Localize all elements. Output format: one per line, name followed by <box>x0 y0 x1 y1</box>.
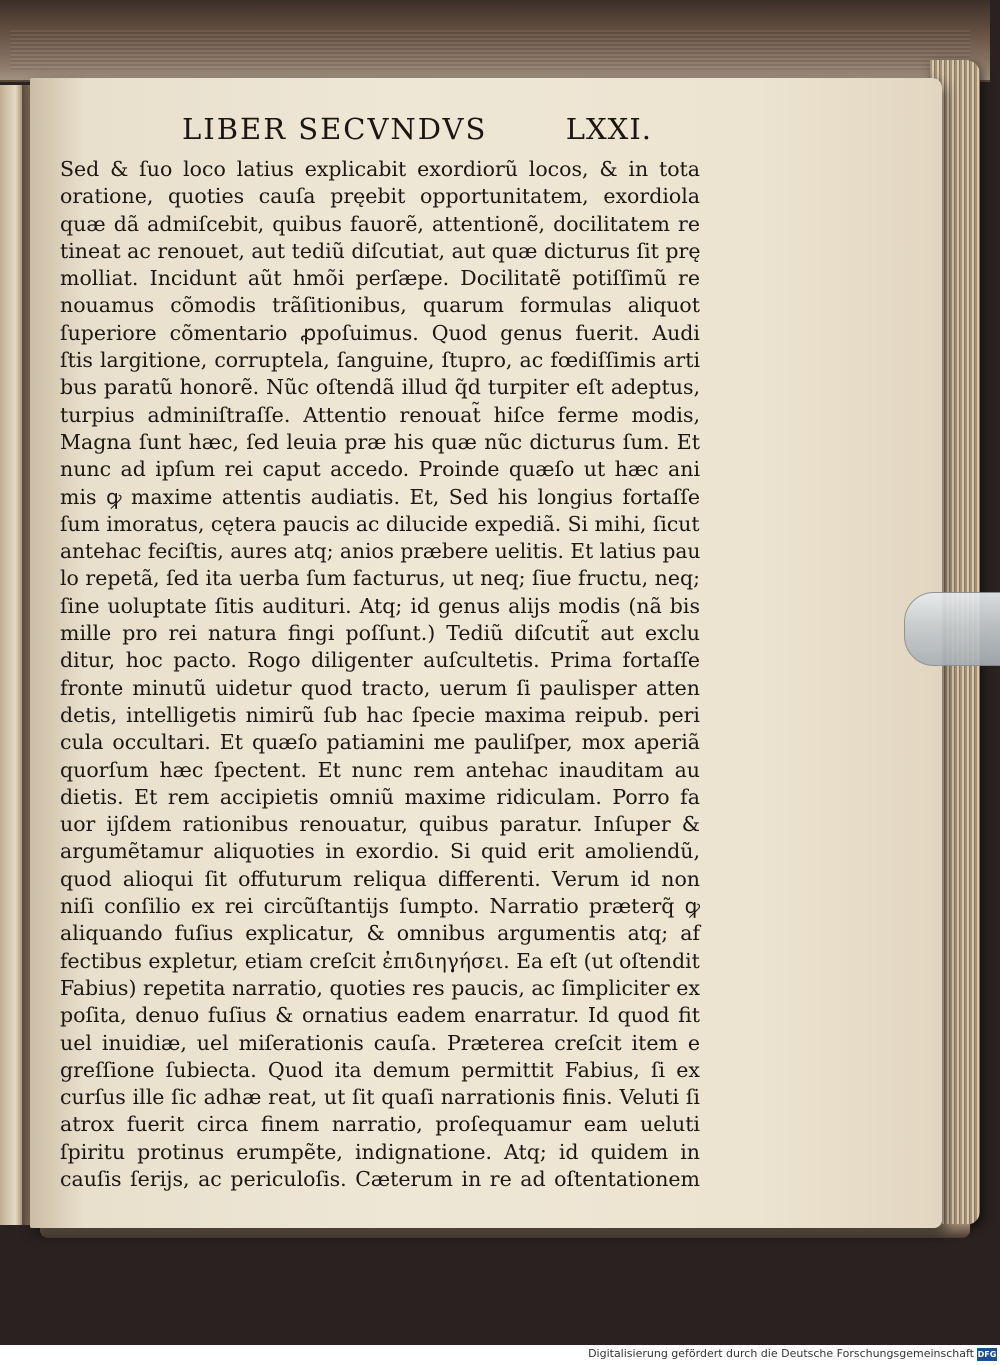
text-line: fectibus expletur, etiam creſcit ἐπιδιηγήσει. Ea eſt (ut oſtendit <box>60 948 700 973</box>
text-line: ſuperiore cõmentario ꝓpoſuimus. Quod genus fuerit. Audi <box>60 320 700 345</box>
text-line: Fabius) repetita narratio, quoties res paucis, ac ſimpliciter ex <box>60 975 700 1000</box>
text-line: nunc ad ipſum rei caput accedo. Proinde quæſo ut hæc ani <box>60 457 700 482</box>
text-line: ſpiritu protinus erumpẽte, indignatione. Atq; id quidem in <box>60 1139 700 1164</box>
text-line: ſum imoratus, cętera paucis ac dilucide expediã. Si mihi, ſicut <box>60 511 700 536</box>
text-line: greſſione ſubiecta. Quod ita demum permittit Fabius, ſi ex <box>60 1057 700 1082</box>
text-line: mis ꝙ maxime attentis audiatis. Et, Sed his longius fortaſſe <box>60 484 700 509</box>
text-line: tineat ac renouet, aut tediũ diſcutiat, aut quæ dicturus ſit prę <box>60 238 701 263</box>
text-line: ſine uoluptate ſitis audituri. Atq; id genus alijs modis (nã bis <box>60 593 700 618</box>
text-line: atrox fuerit circa finem narratio, proſequamur eam ueluti <box>60 1112 700 1137</box>
text-line: bus paratũ honorẽ. Nũc oſtendã illud q̃d turpiter eſt adeptus, <box>60 375 700 400</box>
text-line: fronte minutũ uidetur quod tracto, uerum ſi paulisper atten <box>60 675 700 700</box>
text-line: argumẽtamur aliquoties in exordio. Si quid erit amoliendũ, <box>60 839 700 864</box>
text-line: cauſis ſerijs, ac periculoſis. Cæterum in re ad oſtentationem <box>60 1166 700 1191</box>
text-line: nouamus cõmodis trãſitionibus, quarum formulas aliquot <box>60 293 700 318</box>
text-line: dietis. Et rem accipietis omniũ maxime ridiculam. Porro fa <box>60 784 700 809</box>
body-text <box>60 156 700 1193</box>
facing-page-edge <box>0 85 24 1225</box>
folio-number: LXXI. <box>565 112 652 146</box>
running-head-title: LIBER SECVNDVS <box>182 112 488 146</box>
text-line: uor ijſdem rationibus renouatur, quibus paratur. Inſuper & <box>60 812 700 837</box>
book-top-edge <box>0 0 990 82</box>
page-clip <box>904 592 1000 666</box>
text-line: quæ dã admiſcebit, quibus fauorẽ, attentionẽ, docilitatem re <box>60 211 700 236</box>
text-line: poſita, denuo fuſius & ornatius eadem enarratur. Id quod fit <box>60 1003 700 1028</box>
text-line: molliat. Incidunt aũt hmõi perſæpe. Docilitatẽ potiſſimũ re <box>60 266 700 291</box>
text-line: Sed & ſuo loco latius explicabit exordiorũ locos, & in tota <box>60 157 700 181</box>
text-line: lo repetã, ſed ita uerba ſum facturus, ut neq; ſiue fructu, neq; <box>60 566 700 591</box>
footer-bar <box>0 1345 1000 1365</box>
footer-credit: Digitalisierung gefördert durch die Deutsche Forschungsgemeinschaft <box>588 1347 974 1360</box>
text-line: ditur, hoc pacto. Rogo diligenter auſcultetis. Prima fortaſſe <box>60 648 700 673</box>
text-line: quorſum hæc ſpectent. Et nunc rem antehac inauditam au <box>60 757 700 782</box>
dfg-logo: DFG <box>977 1350 997 1359</box>
text-line: oratione, quoties cauſa pręebit opportunitatem, exordiola <box>60 184 700 209</box>
text-line: uel inuidiæ, uel miſerationis cauſa. Præterea creſcit item e <box>60 1030 700 1055</box>
text-line: Magna ſunt hæc, ſed leuia præ his quæ nũc dicturus ſum. Et <box>60 429 700 454</box>
running-head <box>182 112 652 152</box>
text-line: ſtis largitione, corruptela, ſanguine, ſtupro, ac fœdiſſimis arti <box>60 348 700 373</box>
text-line: cula occultari. Et quæſo patiamini me pauliſper, mox aperiã <box>60 730 700 755</box>
text-line: quod alioqui ſit offuturum reliqua differenti. Verum id non <box>60 866 700 891</box>
text-line: detis, intelligetis nimirũ ſub hac ſpecie maxima reipub. peri <box>60 702 700 727</box>
text-line: aliquando fuſius explicatur, & omnibus argumentis atq; af <box>60 921 700 946</box>
text-line: turpius adminiſtraſſe. Attentio renouat̃ hiſce ferme modis, <box>60 402 700 427</box>
text-line: curſus ille ſic adhæ reat, ut ſit quaſi narrationis finis. Veluti ſi <box>60 1085 700 1110</box>
text-line: niſi conſilio ex rei circũſtantijs ſumpto. Narratio præterq̃ ꝙ <box>60 894 700 919</box>
text-line: mille pro rei natura fingi poſſunt.) Tediũ diſcutit̃ aut exclu <box>60 621 700 646</box>
text-line: antehac feciſtis, aures atq; anios præbere uelitis. Et latius pau <box>60 539 701 564</box>
